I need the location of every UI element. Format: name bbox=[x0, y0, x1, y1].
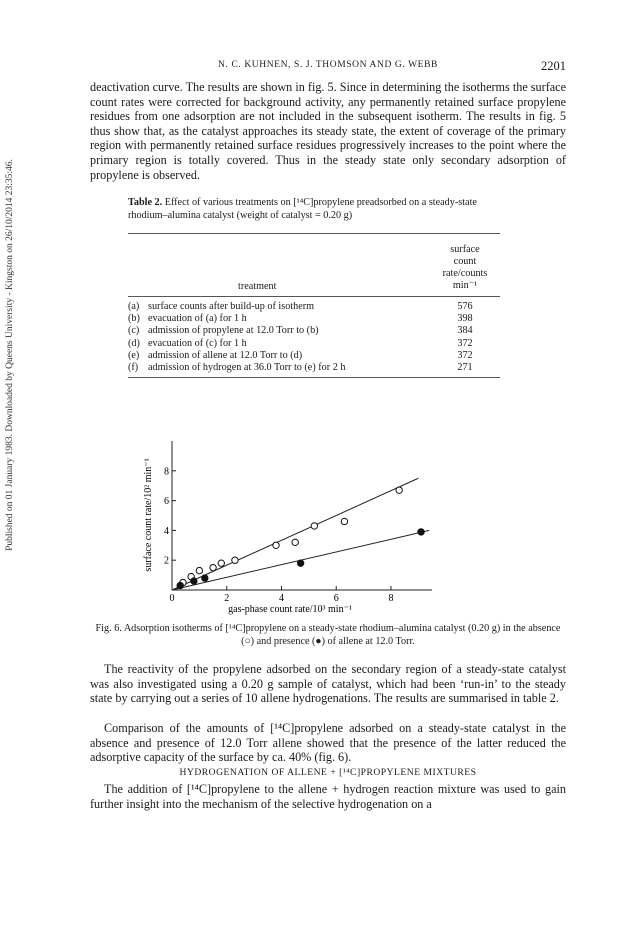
row-label: (f) bbox=[128, 362, 139, 374]
row-value: 372 bbox=[457, 349, 473, 361]
y-axis-label: surface count rate/10² min⁻¹ bbox=[143, 458, 154, 572]
column-header-value-line: min⁻¹ bbox=[452, 280, 478, 291]
x-tick-label: 4 bbox=[278, 593, 284, 604]
row-label: (b) bbox=[128, 313, 140, 325]
x-tick-label: 8 bbox=[388, 593, 394, 604]
page-number: 2201 bbox=[541, 59, 566, 73]
figure-caption: Fig. 6. Adsorption isotherms of [¹⁴C]propylene on a steady-state rhodium–alumina catalyst (0.20 g) in the absence (○) and presence (●) of allene at 12.0 Torr. bbox=[95, 623, 561, 647]
row-label: (d) bbox=[128, 337, 140, 349]
table-header bbox=[128, 234, 500, 296]
table-body bbox=[128, 297, 500, 377]
open-data-point bbox=[273, 542, 279, 548]
open-data-point bbox=[218, 560, 224, 566]
table-row bbox=[128, 350, 500, 362]
filled-data-point bbox=[177, 582, 183, 588]
table-2 bbox=[128, 196, 500, 378]
table-rule-bottom bbox=[128, 377, 500, 378]
y-tick-label: 4 bbox=[164, 525, 169, 537]
row-treatment: evacuation of (a) for 1 h bbox=[148, 313, 247, 325]
open-data-point bbox=[396, 487, 402, 493]
open-data-point bbox=[232, 557, 238, 563]
open-data-point bbox=[292, 539, 298, 545]
row-value: 271 bbox=[457, 362, 473, 374]
column-header-value-line: count bbox=[453, 256, 477, 267]
row-value: 576 bbox=[457, 301, 473, 312]
row-treatment: admission of allene at 12.0 Torr to (d) bbox=[148, 349, 303, 361]
filled-data-point bbox=[418, 529, 424, 535]
row-treatment: surface counts after build-up of isotherm bbox=[148, 301, 315, 312]
filled-data-point bbox=[191, 578, 197, 584]
table-label: Table 2. bbox=[128, 197, 163, 208]
column-header-value-line: surface bbox=[450, 244, 480, 255]
open-data-point bbox=[341, 518, 347, 524]
row-label: (e) bbox=[128, 349, 140, 361]
row-label: (c) bbox=[128, 325, 140, 337]
x-tick-label: 2 bbox=[224, 593, 230, 604]
download-note bbox=[3, 120, 17, 590]
table-row bbox=[128, 362, 500, 374]
row-treatment: evacuation of (c) for 1 h bbox=[148, 337, 247, 349]
open-data-point bbox=[311, 523, 317, 529]
y-tick-label: 2 bbox=[164, 555, 169, 567]
filled-data-point bbox=[202, 575, 208, 581]
column-header-value-line: rate/counts bbox=[442, 268, 488, 279]
row-treatment: admission of propylene at 12.0 Torr to (b) bbox=[148, 325, 319, 337]
x-axis-label: gas-phase count rate/10³ min⁻¹ bbox=[228, 604, 352, 615]
paragraph-1: deactivation curve. The results are shown in fig. 5. Since in determining the isotherms the surface count rates were corrected for background activity, any permanently retained surface propylene residues from one adsorption are not included in the subsequent isotherm. The results in fig. 5 thus show that, as the catalyst approaches its steady state, the extent of coverage of the primary region with permanently retained surface residues progressively increases to the point where the primary region is totally covered. Thus in the steady state only secondary adsorption of propylene is observed. bbox=[90, 80, 566, 182]
page-header bbox=[90, 60, 566, 76]
table-row bbox=[128, 313, 500, 325]
row-value: 372 bbox=[457, 337, 473, 349]
row-value: 398 bbox=[457, 313, 473, 325]
paragraph-4: The addition of [¹⁴C]propylene to the allene + hydrogen reaction mixture was used to gain further insight into the mechanism of the selective hydrogenation on a bbox=[90, 782, 566, 811]
x-tick-label: 6 bbox=[333, 593, 339, 604]
figure-6 bbox=[140, 425, 440, 625]
column-header-treatment: treatment bbox=[238, 281, 277, 292]
table-caption bbox=[128, 196, 500, 222]
table-row bbox=[128, 301, 500, 313]
x-tick-label: 0 bbox=[169, 593, 175, 604]
open-data-point bbox=[210, 564, 216, 570]
paragraph-2: The reactivity of the propylene adsorbed on the secondary region of a steady-state catalyst was also investigated using a 0.20 g sample of catalyst, which had been ‘run-in’ to the steady state by carrying out a series of 10 allene hydrogenations. The results are summarised in table 2. bbox=[90, 662, 566, 706]
row-treatment: admission of hydrogen at 36.0 Torr to (e) for 2 h bbox=[148, 362, 346, 374]
column-header-value bbox=[430, 244, 500, 292]
fit-line-without-allene bbox=[172, 478, 418, 590]
running-title: N. C. KUHNEN, S. J. THOMSON AND G. WEBB bbox=[218, 60, 438, 70]
row-value: 384 bbox=[457, 325, 473, 337]
table-row bbox=[128, 325, 500, 337]
download-note-text: Published on 01 January 1983. Downloaded by Queens University - Kingston on 26/10/2014 23:35:46. bbox=[5, 159, 15, 551]
row-label: (a) bbox=[128, 301, 140, 312]
y-tick-label: 8 bbox=[164, 466, 169, 478]
table-caption-text: Effect of various treatments on [¹⁴C]propylene preadsorbed on a steady-state rhodium–alumina catalyst (weight of catalyst = 0.20 g) bbox=[128, 197, 477, 221]
filled-data-point bbox=[297, 560, 303, 566]
open-data-point bbox=[196, 567, 202, 573]
table-row bbox=[128, 338, 500, 350]
isotherm-chart bbox=[140, 425, 440, 625]
paragraph-3: Comparison of the amounts of [¹⁴C]propylene adsorbed on a steady-state catalyst in the absence and presence of 12.0 Torr allene showed that the presence of the latter reduced the adsorptive capacity of the surface by ca. 40% (fig. 6). bbox=[90, 721, 566, 765]
y-tick-label: 6 bbox=[164, 496, 169, 508]
section-heading: HYDROGENATION OF ALLENE + [¹⁴C]PROPYLENE MIXTURES bbox=[179, 767, 477, 778]
